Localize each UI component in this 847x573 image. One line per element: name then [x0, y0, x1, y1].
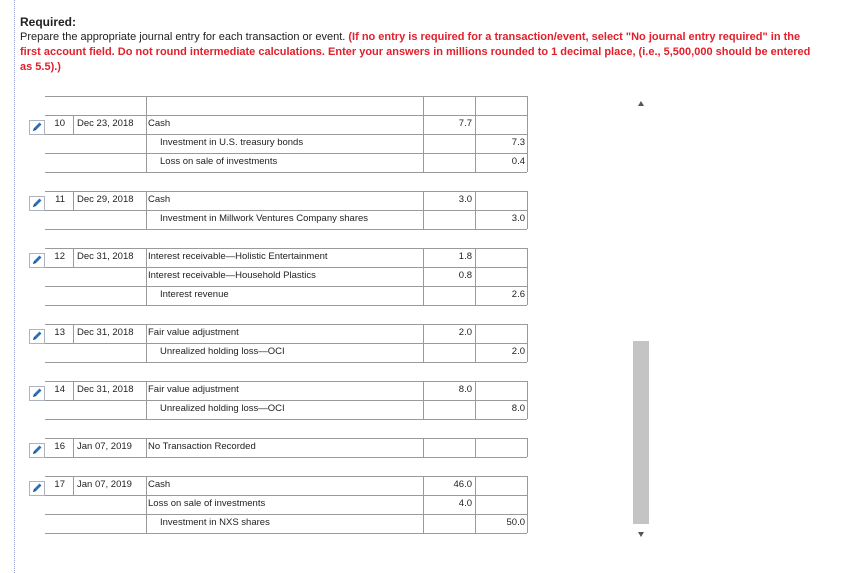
column-divider [527, 324, 528, 362]
column-divider [423, 96, 424, 115]
pencil-edit-icon[interactable] [29, 443, 45, 458]
row-divider [45, 324, 527, 325]
column-divider [73, 324, 74, 343]
entry-number: 14 [54, 384, 65, 395]
column-divider [527, 438, 528, 457]
row-divider [45, 362, 527, 363]
instruction-text: Prepare the appropriate journal entry for each transaction or event. [20, 31, 346, 43]
row-divider [45, 96, 527, 97]
instruction-note: (If no entry is required for a transaction/event, select "No journal entry required" in the first account field. Do not round intermediate calculations. Enter your answers in millions rounded to 1 decimal place, (i.e., 5,500,000 should be entered as 5.5).) [20, 31, 811, 73]
pencil-edit-icon[interactable] [29, 120, 45, 135]
account-field[interactable]: Interest revenue [160, 289, 229, 300]
column-divider [73, 191, 74, 210]
scroll-up-arrow-icon[interactable] [638, 101, 644, 106]
scroll-down-arrow-icon[interactable] [638, 532, 644, 537]
credit-field[interactable]: 7.3 [511, 137, 525, 148]
row-divider [45, 533, 527, 534]
account-field[interactable]: Interest receivable—Household Plastics [148, 270, 316, 281]
credit-field[interactable]: 2.6 [511, 289, 525, 300]
credit-field[interactable]: 50.0 [506, 517, 525, 528]
entry-date: Dec 31, 2018 [77, 327, 134, 338]
column-divider [73, 438, 74, 457]
credit-field[interactable]: 2.0 [511, 346, 525, 357]
debit-field[interactable]: 2.0 [458, 327, 472, 338]
account-field[interactable]: Cash [148, 479, 171, 490]
debit-field[interactable]: 1.8 [458, 251, 472, 262]
account-field[interactable]: Cash [148, 194, 171, 205]
column-divider [73, 248, 74, 267]
debit-field[interactable]: 7.7 [458, 118, 472, 129]
left-border [14, 0, 15, 573]
account-field[interactable]: Investment in Millwork Ventures Company shares [160, 213, 369, 224]
debit-field[interactable]: 4.0 [458, 498, 472, 509]
debit-field[interactable]: 46.0 [453, 479, 472, 490]
entry-date: Jan 07, 2019 [77, 441, 132, 452]
credit-field[interactable]: 0.4 [511, 156, 525, 167]
row-divider [45, 305, 527, 306]
row-divider [45, 514, 527, 515]
row-divider [45, 343, 527, 344]
pencil-edit-icon[interactable] [29, 329, 45, 344]
row-divider [45, 115, 527, 116]
row-divider [45, 229, 527, 230]
column-divider [527, 115, 528, 172]
row-divider [45, 210, 527, 211]
row-divider [45, 419, 527, 420]
row-divider [45, 495, 527, 496]
account-field[interactable]: Unrealized holding loss—OCI [160, 346, 285, 357]
column-divider [146, 115, 147, 172]
row-divider [45, 457, 527, 458]
entry-date: Jan 07, 2019 [77, 479, 132, 490]
entry-date: Dec 31, 2018 [77, 384, 134, 395]
debit-field[interactable]: 3.0 [458, 194, 472, 205]
column-divider [146, 96, 147, 115]
column-divider [146, 438, 147, 457]
row-divider [45, 248, 527, 249]
pencil-edit-icon[interactable] [29, 253, 45, 268]
required-section [20, 15, 820, 75]
row-divider [45, 286, 527, 287]
entry-number: 11 [55, 194, 65, 205]
entry-number: 13 [54, 327, 65, 338]
required-title: Required: [20, 15, 77, 29]
entry-number: 12 [54, 251, 65, 262]
account-field[interactable]: Fair value adjustment [148, 327, 239, 338]
column-divider [73, 115, 74, 134]
column-divider [475, 96, 476, 115]
row-divider [45, 267, 527, 268]
required-instructions [20, 30, 820, 75]
column-divider [146, 476, 147, 533]
column-divider [527, 96, 528, 115]
row-divider [45, 172, 527, 173]
vertical-scrollbar[interactable] [630, 96, 650, 542]
debit-field[interactable]: 8.0 [458, 384, 472, 395]
pencil-edit-icon[interactable] [29, 196, 45, 211]
credit-field[interactable]: 8.0 [511, 403, 525, 414]
account-field[interactable]: No Transaction Recorded [148, 441, 256, 452]
row-divider [45, 134, 527, 135]
entry-number: 16 [54, 441, 65, 452]
column-divider [73, 476, 74, 495]
row-divider [45, 381, 527, 382]
entry-date: Dec 31, 2018 [77, 251, 134, 262]
row-divider [45, 191, 527, 192]
account-field[interactable]: Cash [148, 118, 171, 129]
account-field[interactable]: Loss on sale of investments [148, 498, 266, 509]
column-divider [423, 438, 424, 457]
entry-number: 17 [54, 479, 65, 490]
entry-date: Dec 29, 2018 [77, 194, 134, 205]
column-divider [527, 476, 528, 533]
column-divider [73, 381, 74, 400]
row-divider [45, 476, 527, 477]
account-field[interactable]: Interest receivable—Holistic Entertainment [148, 251, 328, 262]
entry-number: 10 [54, 118, 65, 129]
account-field[interactable]: Unrealized holding loss—OCI [160, 403, 285, 414]
row-divider [45, 438, 527, 439]
debit-field[interactable]: 0.8 [458, 270, 472, 281]
row-divider [45, 153, 527, 154]
column-divider [527, 191, 528, 229]
account-field[interactable]: Investment in NXS shares [160, 517, 270, 528]
row-divider [45, 400, 527, 401]
account-field[interactable]: Loss on sale of investments [160, 156, 278, 167]
scroll-thumb[interactable] [633, 341, 649, 524]
credit-field[interactable]: 3.0 [511, 213, 525, 224]
entry-date: Dec 23, 2018 [77, 118, 134, 129]
account-field[interactable]: Fair value adjustment [148, 384, 239, 395]
pencil-edit-icon[interactable] [29, 386, 45, 401]
pencil-edit-icon[interactable] [29, 481, 45, 496]
column-divider [527, 248, 528, 305]
column-divider [475, 438, 476, 457]
column-divider [527, 381, 528, 419]
column-divider [146, 248, 147, 305]
account-field[interactable]: Investment in U.S. treasury bonds [160, 137, 304, 148]
